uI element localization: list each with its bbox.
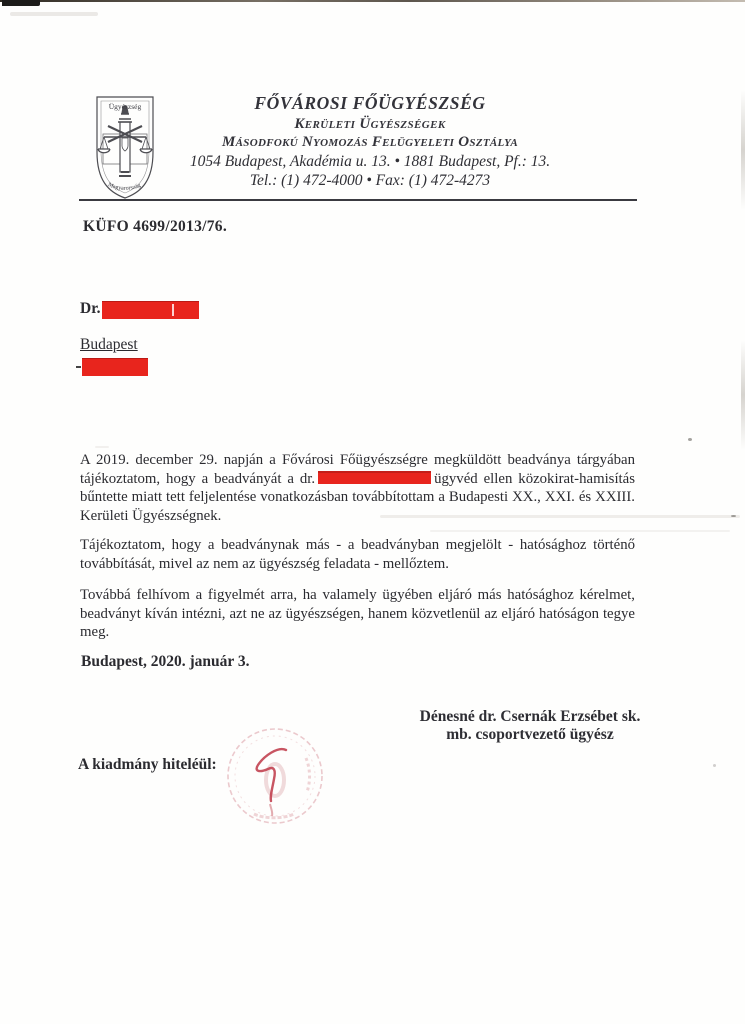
scan-edge-shadow [741,340,745,450]
body-paragraph-2: Tájékoztatom, hogy a beadványnak más - a beadványban megjelölt - hatósághoz történő továbbítását, mivel az nem az ügyészség feladata - mellőztem. [80,537,635,572]
emblem-top-text: Ügyészség [108,102,142,111]
org-name: FŐVÁROSI FŐÜGYÉSZSÉG [254,93,486,113]
scan-corner-mark [2,0,40,6]
redaction-box-inline [318,471,431,484]
round-stamp [218,718,338,843]
redaction-artifact [172,304,174,316]
scan-smudge [10,12,98,16]
scan-edge-shadow [741,90,745,210]
scan-top-edge-line [0,0,745,2]
signature-block [390,708,670,744]
paragraph1-text-before: A 2019. december 29. napján a Fővárosi Főügyészségre megküldött beadványa tárgyában tájékoztatom, hogy a beadványát a dr. [80,452,635,487]
paragraph1-text-after: ügyvéd ellen közokirat-hamisítás bűntette miatt tett feljelentése vonatkozásban továbbítottam a Budapesti XX., XXI. és XXIII. Kerületi Ügyészségnek. [80,470,635,524]
signer-name: Dénesné dr. Csernák Erzsébet sk. [419,708,641,725]
letterhead-divider [79,199,637,201]
redaction-box-name [102,301,199,319]
body-paragraph-1 [80,451,635,525]
redaction-box-address [82,358,148,376]
org-unit-line1: Kerületi Ügyészségek [294,116,446,132]
address-dash-mark [76,366,81,368]
scan-speck [713,764,716,767]
org-contact: Tel.: (1) 472-4000 • Fax: (1) 472-4273 [249,172,491,189]
scan-streak [95,446,109,448]
body-paragraph-3: Továbbá felhívom a figyelmét arra, ha valamely ügyében eljáró más hatósághoz kérelmet, beadványt kíván intézni, azt ne az ügyészségen, hanem közvetlenül az eljáró hatóságon tegye meg. [80,587,635,641]
addressee-salutation: Dr. [80,300,101,317]
emblem-bottom-text: Magyarország [106,181,142,192]
letterhead [135,93,605,190]
scan-streak [430,530,730,532]
addressee-city: Budapest [80,336,138,353]
attestation-label: A kiadmány hiteléül: [78,756,217,773]
scan-speck [688,438,692,441]
scan-speck [731,515,736,517]
org-unit-line2: Másodfokú Nyomozás Felügyeleti Osztálya [222,134,518,150]
dateline: Budapest, 2020. január 3. [81,653,250,670]
reference-number: KÜFO 4699/2013/76. [83,218,228,235]
signer-title: mb. csoportvezető ügyész [446,726,614,743]
org-address: 1054 Budapest, Akadémia u. 13. • 1881 Budapest, Pf.: 13. [189,153,551,170]
